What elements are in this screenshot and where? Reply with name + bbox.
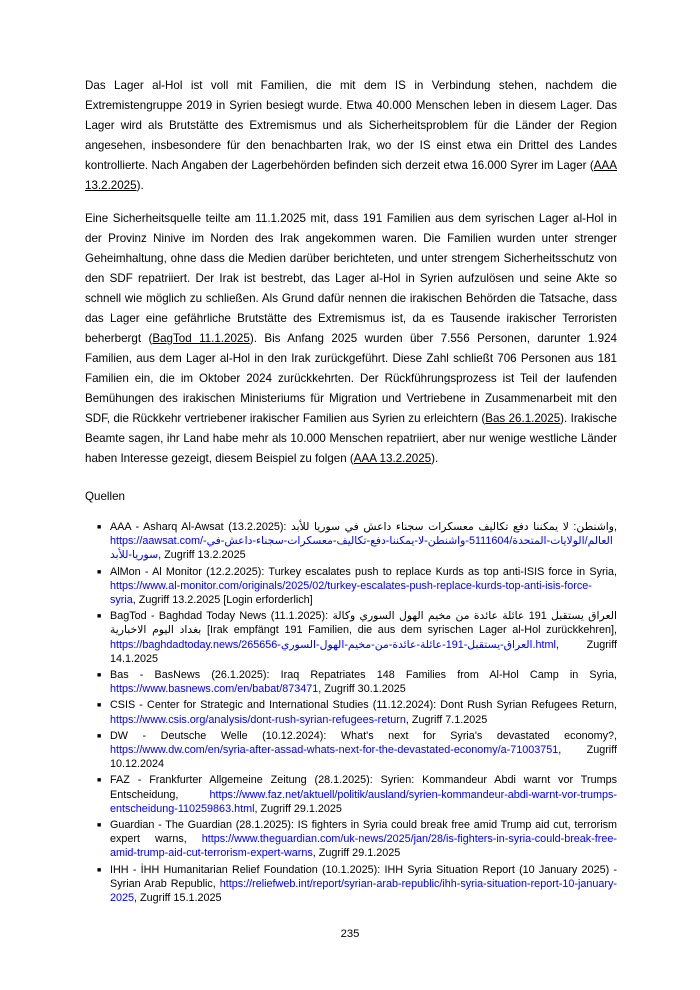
source-entry-text (110, 819, 617, 859)
text-segment: , Zugriff 30.1.2025 (318, 683, 406, 696)
source-entry-text (110, 864, 617, 904)
source-item (97, 773, 617, 816)
page-content (85, 76, 617, 907)
source-item (97, 863, 617, 906)
source-link[interactable]: https://www.theguardian.com/uk-news/2025/jan/28/is-fighters-in-syria-could-break-free-amid-trump-aid-cut-terrorism-expert-warns (110, 833, 617, 860)
page-number: 235 (340, 928, 360, 940)
body-paragraph (85, 76, 617, 196)
text-segment: BagTod - Baghdad Today News (11.1.2025): (110, 610, 333, 623)
bullet-square-icon: ■ (97, 866, 102, 874)
source-link[interactable]: https://www.faz.net/aktuell/politik/ausland/syrien-kommandeur-abdi-warnt-vor-trumps-entscheidung-110259863.html (110, 788, 617, 815)
text-segment: ). (136, 179, 144, 192)
source-item (97, 668, 617, 696)
source-entry-text (110, 699, 617, 725)
bullet-square-icon: ■ (97, 613, 102, 621)
text-segment: ). Bis Anfang 2025 wurden über 7.556 Personen, darunter 1.924 Familien, aus dem Lager al-Hol in den Irak zurückgeführt. Diese Zahl schließt 706 Personen aus 181 Familien ein, die im Oktober 2024 zurückkehrten. Der Rückführungsprozess ist Teil der laufenden Bemühungen des irakischen Ministeriums für Migration und Vertriebene in Zusammenarbeit mit den SDF, die Rückkehr vertriebener irakischer Familien aus Syrien zu erleichtern ( (85, 332, 617, 425)
source-link[interactable]: https://baghdadtoday.news/265656-العراق-يستقبل-191-عائلة-عائدة-من-مخيم-الهول-السوري.html (110, 638, 556, 651)
text-segment: , (614, 521, 618, 533)
source-item (97, 698, 617, 726)
text-segment: العراق يستقبل 191 عائلة عائدة من مخيم الهول السوري وكالة بغداد اليوم الاخبارية (110, 610, 617, 637)
source-item (97, 729, 617, 772)
source-entry-text (110, 521, 617, 561)
source-reference[interactable]: AAA 13.2.2025 (353, 452, 432, 465)
text-segment: , Zugriff 7.1.2025 (405, 713, 488, 726)
source-link[interactable]: https://aawsat.com/العالم/الولايات-المتحدة/5111604-واشنطن-لا-يمكننا-دفع-تكاليف-معسكرات-سجناء-داعش-في-سوريا-للأبد (110, 535, 613, 562)
text-segment: Eine Sicherheitsquelle teilte am 11.1.2025 mit, dass 191 Familien aus dem syrischen Lager al-Hol in der Provinz Ninive im Norden des Irak angekommen waren. Die Familien wurden unter strenger Geheimhaltung, ohne dass die Medien darüber berichteten, und unter strengem Sicherheitsschutz von den SDF repatriiert. Der Irak ist bestrebt, das Lager al-Hol in Syrien aufzulösen und seine Akte so schnell wie möglich zu schließen. Als Grund dafür nennen die irakischen Behörden die Tatsache, dass das Lager eine gefährliche Brutstätte des Extremismus ist, da es Tausende irakischer Terroristen beherbergt ( (85, 212, 617, 345)
source-reference[interactable]: AAA 13.2.2025 (85, 159, 617, 192)
source-item (97, 520, 617, 563)
bullet-square-icon: ■ (97, 702, 102, 710)
text-segment: , Zugriff 10.12.2024 (110, 744, 617, 771)
text-segment: , Zugriff 29.1.2025 (254, 802, 342, 815)
text-segment: FAZ - Frankfurter Allgemeine Zeitung (28.1.2025): Syrien: Kommandeur Abdi warnt vor Trumps Entscheidung, (110, 774, 617, 801)
bullet-square-icon: ■ (97, 822, 102, 830)
text-segment: , Zugriff 13.2.2025 (158, 549, 246, 562)
sources-list (85, 520, 617, 905)
body-paragraphs (85, 76, 617, 469)
sources-heading: Quellen (85, 490, 125, 503)
text-segment: AlMon - Al Monitor (12.2.2025): Turkey escalates push to replace Kurds as top anti-ISIS force in Syria, (110, 565, 617, 578)
text-segment: Das Lager al-Hol ist voll mit Familien, die mit dem IS in Verbindung stehen, nachdem die Extremistengruppe 2019 in Syrien besiegt wurde. Etwa 40.000 Menschen leben in diesem Lager. Das Lager wird als Brutstätte des Extremismus und als Sicherheitsproblem für die Länder der Region angesehen, insbesondere für den benachbarten Irak, wo der IS einst etwa ein Drittel des Landes kontrollierte. Nach Angaben der Lagerbehörden befinden sich derzeit etwa 16.000 Syrer im Lager ( (85, 79, 617, 172)
source-item (97, 609, 617, 666)
text-segment: , Zugriff 13.2.2025 [Login erforderlich] (132, 594, 313, 607)
source-reference[interactable]: BagTod 11.1.2025 (152, 332, 250, 345)
source-entry-text (110, 566, 617, 606)
text-segment: DW - Deutsche Welle (10.12.2024): What's next for Syria's devastated economy?, (110, 729, 617, 742)
source-link[interactable]: https://www.al-monitor.com/originals/2025/02/turkey-escalates-push-replace-kurds-top-anti-isis-force-syria (110, 579, 592, 607)
text-segment: , Zugriff 14.1.2025 (110, 638, 617, 665)
source-entry-text (110, 774, 617, 814)
text-segment: IHH - İHH Humanitarian Relief Foundation (10.1.2025): IHH Syria Situation Report (10 January 2025) - Syrian Arab Republic, (110, 863, 617, 890)
source-item (97, 818, 617, 861)
bullet-square-icon: ■ (97, 732, 102, 740)
source-entry-text (110, 610, 617, 665)
source-entry-text (110, 730, 617, 770)
text-segment: AAA - Asharq Al-Awsat (13.2.2025): (110, 521, 291, 533)
body-paragraph (85, 209, 617, 469)
text-segment: واشنطن: لا يمكننا دفع تكاليف معسكرات سجناء داعش في سوريا للأبد (291, 521, 615, 533)
text-segment: Guardian - The Guardian (28.1.2025): IS fighters in Syria could break free amid Trump aid cut, terrorism expert warns, (110, 819, 617, 846)
bullet-square-icon: ■ (97, 524, 102, 531)
text-segment: , Zugriff 15.1.2025 (134, 892, 222, 905)
source-link[interactable]: https://www.basnews.com/en/babat/873471 (110, 683, 319, 696)
bullet-square-icon: ■ (97, 777, 102, 785)
source-entry-text (110, 669, 617, 695)
text-segment: Bas - BasNews (26.1.2025): Iraq Repatriates 148 Families from Al-Hol Camp in Syria, (110, 669, 617, 682)
source-link[interactable]: https://www.csis.org/analysis/dont-rush-syrian-refugees-return (110, 713, 406, 726)
source-reference[interactable]: Bas 26.1.2025 (485, 412, 561, 425)
bullet-square-icon: ■ (97, 672, 102, 680)
text-segment: CSIS - Center for Strategic and International Studies (11.12.2024): Dont Rush Syrian Refugees Return, (110, 699, 617, 712)
source-item (97, 565, 617, 608)
text-segment: ). Irakische Beamte sagen, ihr Land habe mehr als 10.000 Menschen repatriiert, aber nur wenige westliche Länder haben Interesse gezeigt, diesem Beispiel zu folgen ( (85, 412, 617, 465)
bullet-square-icon: ■ (97, 568, 102, 576)
source-link[interactable]: https://www.dw.com/en/syria-after-assad-whats-next-for-the-devastated-economy/a-71003751 (110, 744, 559, 757)
text-segment: , Zugriff 29.1.2025 (312, 847, 401, 860)
text-segment: ). (431, 452, 439, 465)
source-link[interactable]: https://reliefweb.int/report/syrian-arab-republic/ihh-syria-situation-report-10-january-2025 (110, 877, 617, 905)
text-segment: [Irak empfängt 191 Familien, die aus dem syrischen Lager al-Hol zurückkehren], (201, 624, 617, 637)
